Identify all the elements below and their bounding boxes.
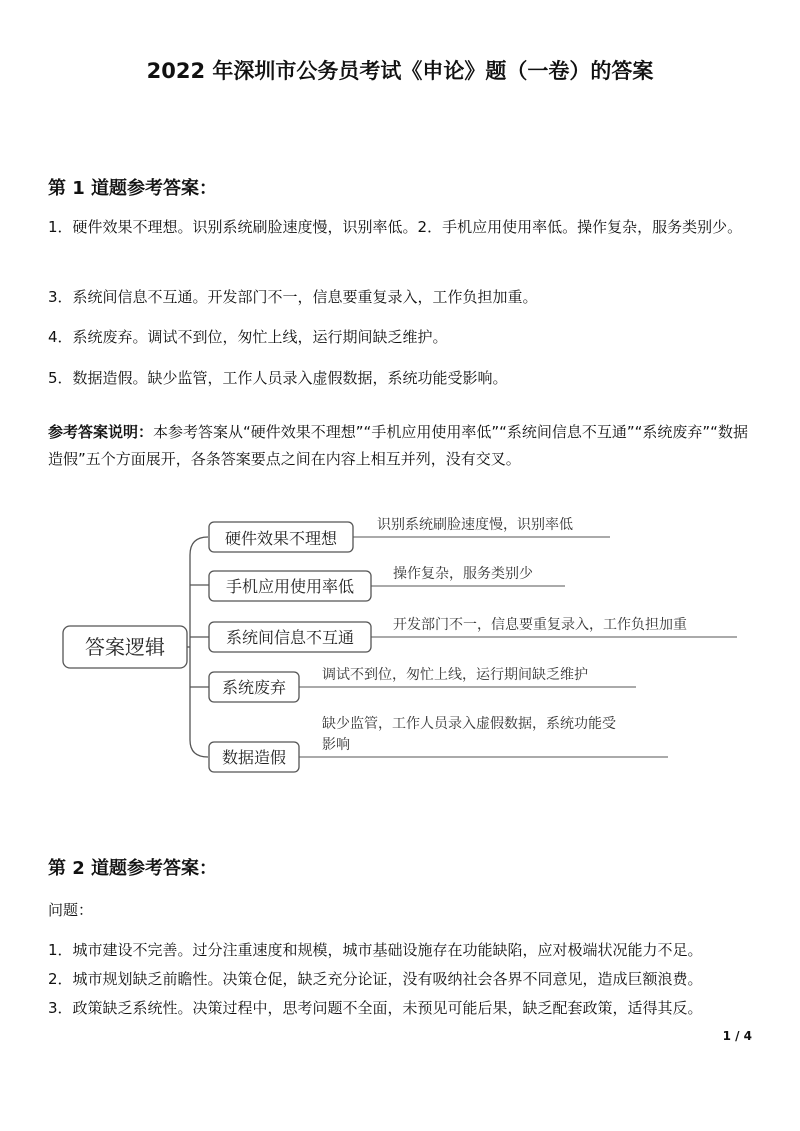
mindmap-branch-5-detail-line-2: 影响	[322, 737, 350, 753]
document-title: 2022 年深圳市公务员考试《申论》题（一卷）的答案	[146, 59, 654, 83]
mindmap-branch-4-label: 系统废弃	[221, 678, 287, 697]
mindmap-branch-1-detail: 识别系统刷脸速度慢，识别率低	[377, 517, 573, 533]
page-number: 1 / 4	[722, 1029, 752, 1043]
q2-heading: 第 2 道题参考答案：	[48, 858, 218, 879]
q1-paragraph-2: 3．系统间信息不互通。开发部门不一，信息要重复录入，工作负担加重。	[48, 288, 538, 306]
mindmap-branch-3-label: 系统间信息不互通	[225, 628, 355, 647]
q1-paragraph-4: 5．数据造假。缺少监管，工作人员录入虚假数据，系统功能受影响。	[48, 369, 508, 387]
mindmap-branch-2-label: 手机应用使用率低	[225, 577, 355, 596]
mindmap-branch-1-label: 硬件效果不理想	[224, 529, 338, 548]
q2-line-1: 1．城市建设不完善。过分注重速度和规模，城市基础设施存在功能缺陷，应对极端状况能力不足。	[48, 941, 703, 959]
mindmap-branch-5-label: 数据造假	[221, 748, 287, 767]
q2-line-2: 2．城市规划缺乏前瞻性。决策仓促，缺乏充分论证，没有吸纳社会各界不同意见，造成巨额浪费。	[48, 970, 703, 988]
answer-logic-mindmap	[0, 500, 800, 790]
mindmap-branch-4-detail: 调试不到位，匆忙上线，运行期间缺乏维护	[322, 667, 588, 683]
q2-intro: 问题：	[48, 901, 94, 919]
mindmap-branch-5-detail-line-1: 缺少监管，工作人员录入虚假数据，系统功能受	[322, 716, 616, 732]
mindmap-root-label: 答案逻辑	[85, 635, 165, 659]
mindmap-branch-2-detail: 操作复杂，服务类别少	[393, 566, 533, 582]
q2-line-3: 3．政策缺乏系统性。决策过程中，思考问题不全面，未预见可能后果，缺乏配套政策，适得其反。	[48, 999, 703, 1017]
mindmap-branch-3-detail: 开发部门不一，信息要重复录入，工作负担加重	[393, 617, 687, 633]
q1-paragraph-3: 4．系统废弃。调试不到位，匆忙上线，运行期间缺乏维护。	[48, 328, 448, 346]
q1-paragraph-1: 1．硬件效果不理想。识别系统刷脸速度慢，识别率低。2．手机应用使用率低。操作复杂，服务类别少。	[48, 218, 743, 236]
q1-heading: 第 1 道题参考答案：	[48, 178, 218, 199]
q1-note-text: 本参考答案从“硬件效果不理想”“手机应用使用率低”“系统间信息不互通”“系统废弃”“数据造假”五个方面展开，各条答案要点之间在内容上相互并列，没有交叉。	[48, 423, 748, 468]
q1-note-label: 参考答案说明：	[48, 423, 154, 441]
q1-note	[48, 419, 753, 473]
